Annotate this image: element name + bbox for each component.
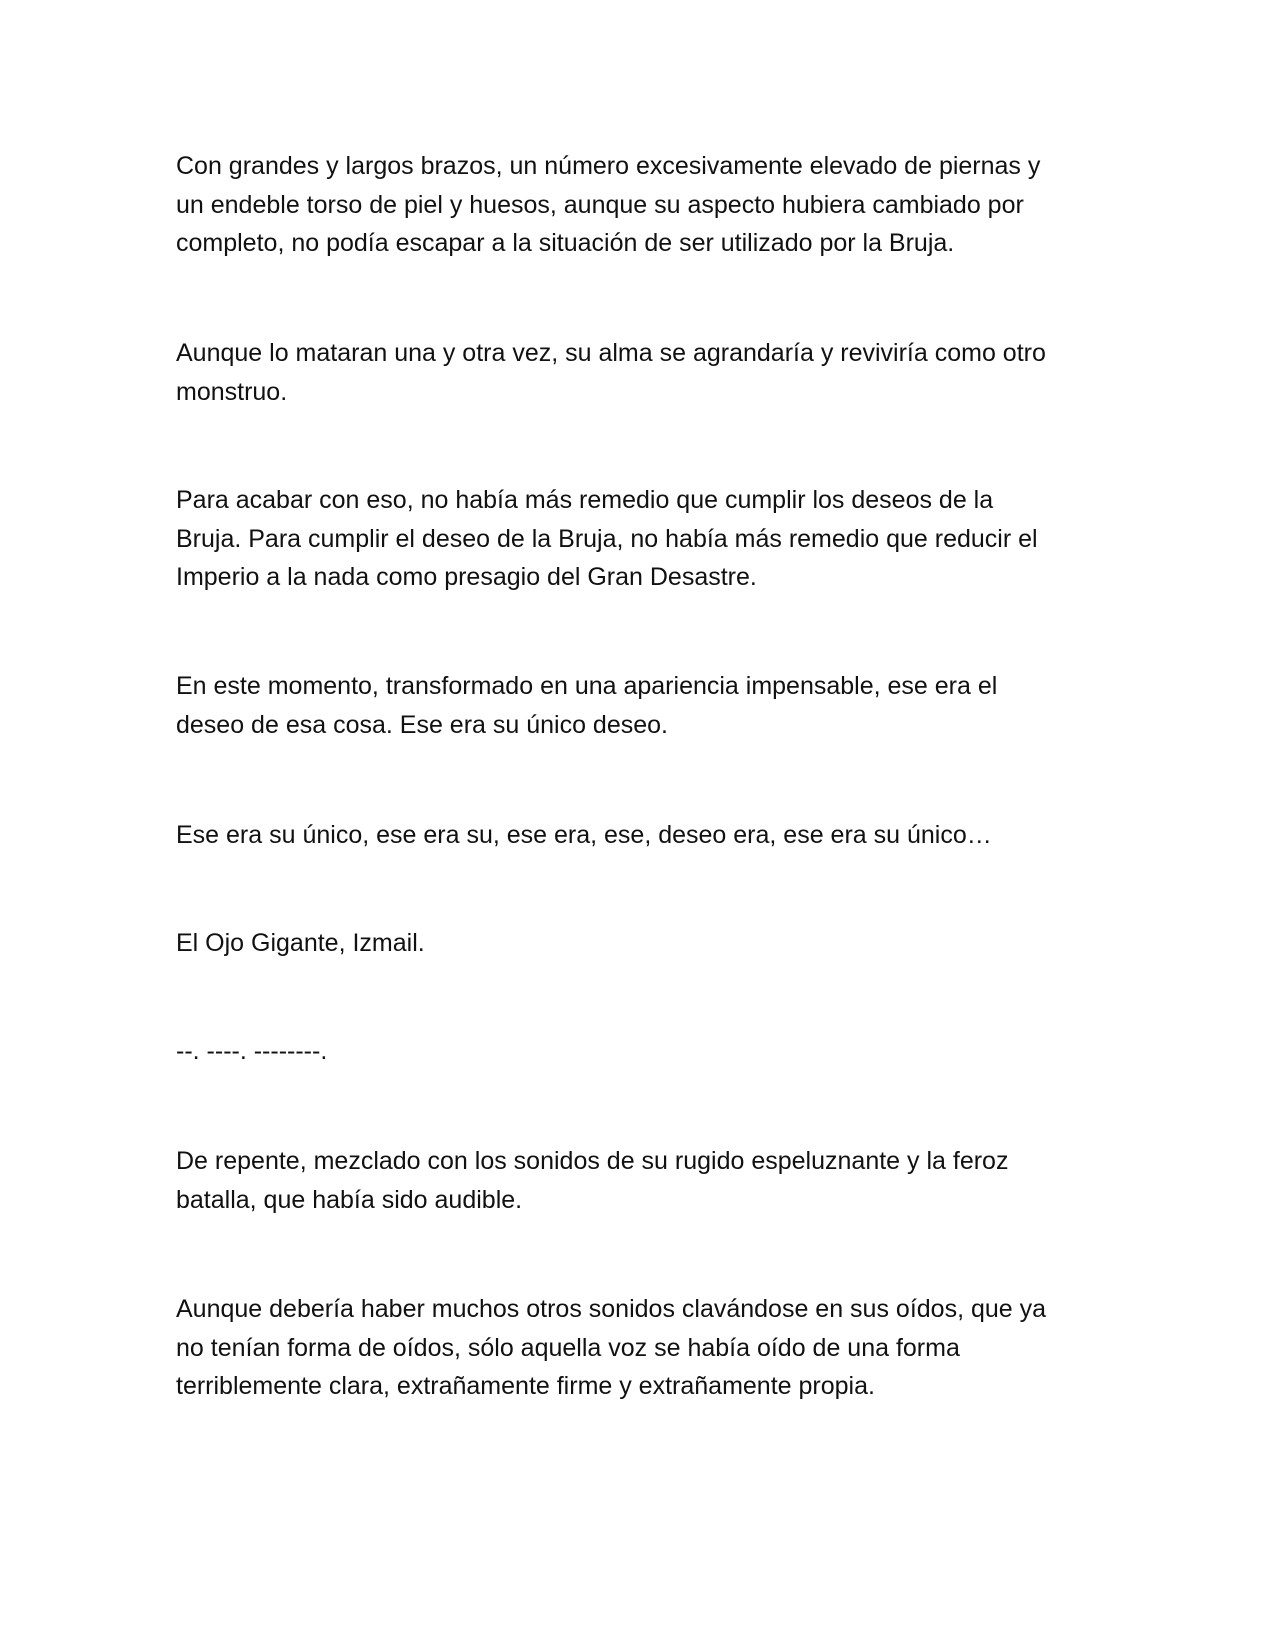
paragraph-line: Aunque debería haber muchos otros sonidos clavándose en sus oídos, que ya: [176, 1295, 1047, 1323]
paragraph-6: [176, 924, 1116, 963]
paragraph-line: no tenían forma de oídos, sólo aquella voz se había oído de una forma: [176, 1333, 960, 1362]
paragraph-line: terriblemente clara, extrañamente firme y extrañamente propia.: [176, 1372, 875, 1400]
paragraph-9: [176, 1290, 1116, 1406]
paragraph-line: Aunque lo mataran una y otra vez, su alma se agrandaría y reviviría como otro: [176, 339, 1046, 367]
paragraph-line: Para acabar con eso, no había más remedio que cumplir los deseos de la: [176, 486, 994, 514]
paragraph-line: Bruja. Para cumplir el deseo de la Bruja, no había más remedio que reducir el: [176, 524, 1038, 553]
paragraph-line: De repente, mezclado con los sonidos de su rugido espeluznante y la feroz: [176, 1147, 1009, 1175]
paragraph-line: completo, no podía escapar a la situación de ser utilizado por la Bruja.: [176, 229, 955, 257]
paragraph-7-separator: [176, 1032, 1116, 1071]
paragraph-4: [176, 667, 1116, 744]
paragraph-line: Ese era su único, ese era su, ese era, ese, deseo era, ese era su único…: [176, 821, 992, 849]
paragraph-2: [176, 334, 1116, 411]
paragraph-line: batalla, que había sido audible.: [176, 1185, 523, 1214]
paragraph-line: monstruo.: [176, 377, 288, 406]
paragraph-line: deseo de esa cosa. Ese era su único deseo.: [176, 710, 668, 739]
paragraph-line: Con grandes y largos brazos, un número excesivamente elevado de piernas y: [176, 152, 1041, 180]
paragraph-line: --. ----. --------.: [176, 1037, 328, 1065]
paragraph-line: un endeble torso de piel y huesos, aunque su aspecto hubiera cambiado por: [176, 190, 1024, 219]
paragraph-8: [176, 1142, 1116, 1219]
paragraph-line: En este momento, transformado en una apariencia impensable, ese era el: [176, 672, 998, 700]
paragraph-3: [176, 481, 1116, 597]
paragraph-line: El Ojo Gigante, Izmail.: [176, 929, 425, 957]
paragraph-1: [176, 147, 1116, 263]
paragraph-line: Imperio a la nada como presagio del Gran Desastre.: [176, 563, 757, 591]
paragraph-5: [176, 816, 1116, 855]
